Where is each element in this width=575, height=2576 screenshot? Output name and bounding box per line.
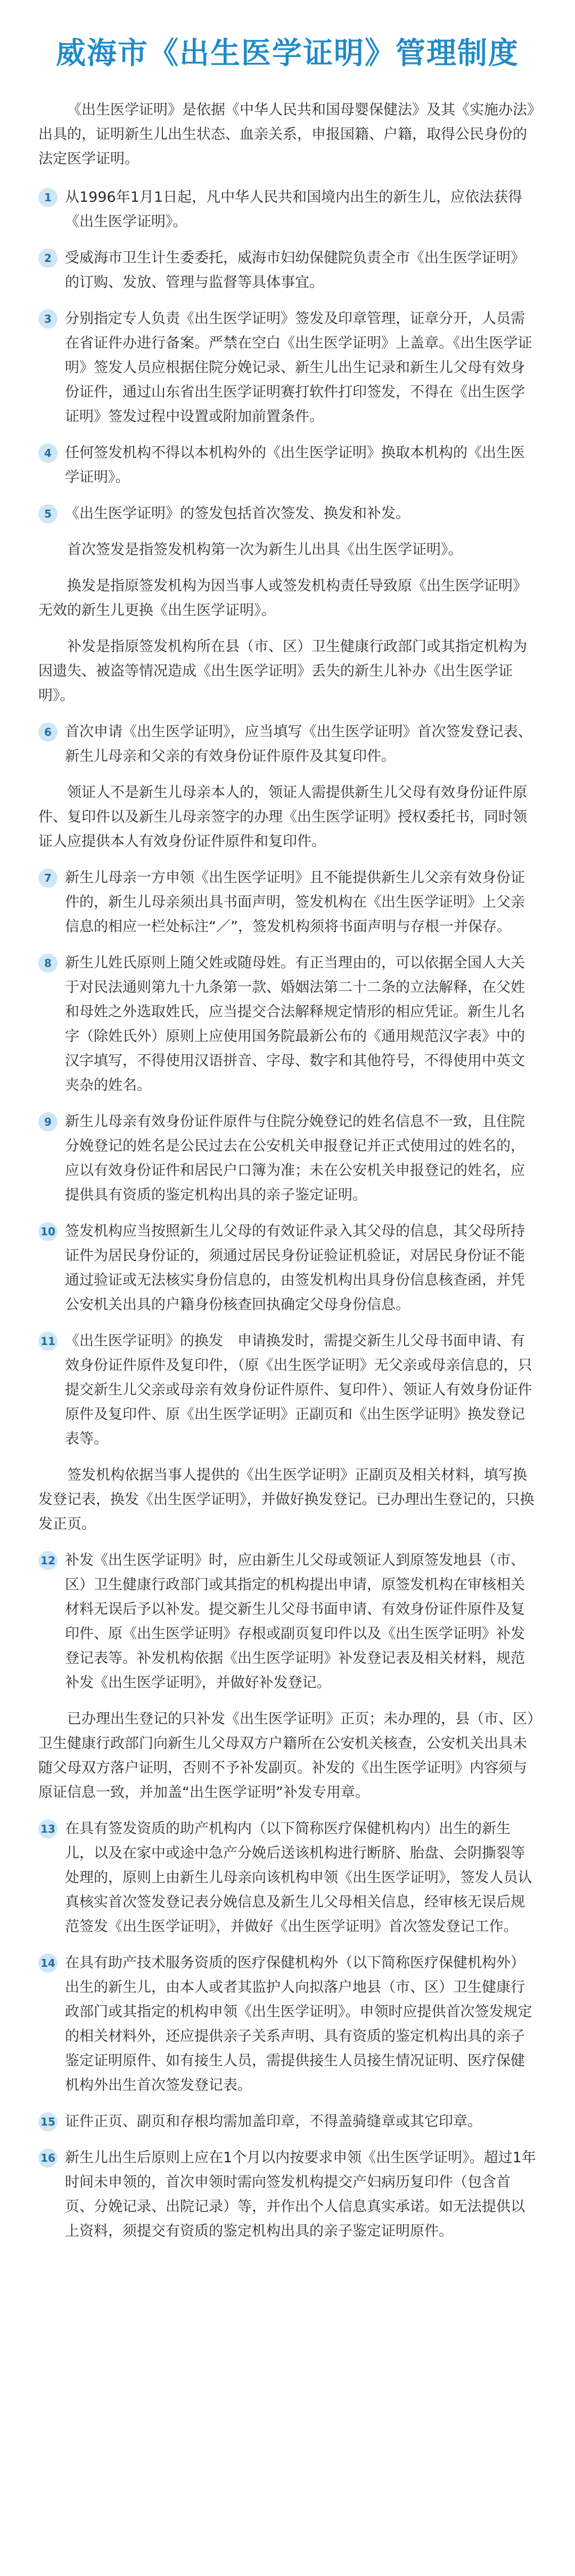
page-title: 威海市《出生医学证明》管理制度	[56, 36, 519, 71]
list-item	[38, 441, 537, 490]
paragraph: 换发是指原签发机构为因当事人或签发机构责任导致原《出生医学证明》无效的新生儿更换《出生医学证明》。	[38, 578, 527, 619]
item-text: 新生儿出生后原则上应在1个月以内按要求申领《出生医学证明》。超过1年时间未申领的，首次申领时需向签发机构提交产妇病历复印件（包含首页、分娩记录、出院记录）等，并作出个人信息真实承诺。如无法提供以上资料，须提交有资质的鉴定机构出具的亲子鉴定证明原件。	[65, 2150, 536, 2239]
list-item	[38, 1219, 537, 1317]
item-text: 《出生医学证明》的换发 申请换发时，需提交新生儿父母书面申请、有效身份证件原件及复印件，（原《出生医学证明》无父亲或母亲信息的，只提交新生儿父亲或母亲有效身份证件原件、复印件）、领证人有效身份证件原件及复印件、原《出生医学证明》正副页和《出生医学证明》换发登记表等。	[65, 1333, 532, 1447]
paragraph: 领证人不是新生儿母亲本人的，领证人需提供新生儿父母有效身份证件原件、复印件以及新生儿母亲签字的办理《出生医学证明》授权委托书，同时领证人应提供本人有效身份证件原件和复印件。	[38, 784, 527, 850]
list-item	[38, 2146, 537, 2244]
number-badge: 8	[38, 954, 58, 973]
item-text: 分别指定专人负责《出生医学证明》签发及印章管理，证章分开，人员需在省证件办进行备案。严禁在空白《出生医学证明》上盖章。《出生医学证明》签发人员应根据住院分娩记录、新生儿出生记录和新生儿父母有效身份证件，通过山东省出生医学证明赛打软件打印签发，不得在《出生医学证明》签发过程中设置或附加前置条件。	[65, 310, 532, 425]
number-badge: 12	[38, 1551, 58, 1570]
list-item	[38, 1951, 537, 2098]
item-text: 在具有助产技术服务资质的医疗保健机构外（以下简称医疗保健机构外）出生的新生儿，由本人或者其监护人向拟落户地县（市、区）卫生健康行政部门或其指定的机构申领《出生医学证明》。申领时应提供首次签发规定的相关材料外，还应提供亲子关系声明、具有资质的鉴定机构出具的亲子鉴定证明原件、如有接生人员，需提供接生人员接生情况证明、医疗保健机构外出生首次签发登记表。	[65, 1955, 532, 2094]
intro-paragraph: 《出生医学证明》是依据《中华人民共和国母婴保健法》及其《实施办法》出具的，证明新生儿出生状态、血亲关系，申报国籍、户籍，取得公民身份的法定医学证明。	[38, 102, 535, 167]
number-badge: 15	[38, 2112, 58, 2131]
item-text: 补发《出生医学证明》时，应由新生儿父母或领证人到原签发地县（市、区）卫生健康行政部门或其指定的机构提出申请，原签发机构在审核相关材料无误后予以补发。提交新生儿父母书面申请、有效身份证件原件及复印件、原《出生医学证明》存根或副页复印件以及《出生医学证明》补发登记表等。补发机构依据《出生医学证明》补发登记表及相关材料，规范补发《出生医学证明》，并做好补发登记。	[65, 1552, 525, 1691]
item-text: 新生儿母亲一方申领《出生医学证明》且不能提供新生儿父亲有效身份证件的，新生儿母亲须出具书面声明，签发机构在《出生医学证明》上父亲信息的相应一栏处标注“／”，签发机构须将书面声明与存根一并保存。	[65, 869, 525, 935]
paragraph: 补发是指原签发机构所在县（市、区）卫生健康行政部门或其指定机构为因遗失、被盗等情况造成《出生医学证明》丢失的新生儿补办《出生医学证明》。	[38, 638, 527, 704]
paragraph: 已办理出生登记的只补发《出生医学证明》正页；未办理的，县（市、区）卫生健康行政部门向新生儿父母双方户籍所在公安机关核查，公安机关出具未随父母双方落户证明，否则不予补发副页。补发的《出生医学证明》内容须与原证信息一致，并加盖“出生医学证明”补发专用章。	[38, 1711, 535, 1801]
list-item	[38, 951, 537, 1098]
list-item	[38, 307, 537, 429]
list-item	[38, 1548, 537, 1695]
item-text: 新生儿姓氏原则上随父姓或随母姓。有正当理由的，可以依据全国人大关于对民法通则第九十九条第一款、婚姻法第二十二条的立法解释，在父姓和母姓之外选取姓氏，应当提交合法解释规定情形的相应凭证。新生儿名字（除姓氏外）原则上应使用国务院最新公布的《通用规范汉字表》中的汉字填写，不得使用汉语拼音、字母、数字和其他符号，不得使用中英文夹杂的姓名。	[65, 955, 525, 1094]
item-text: 新生儿母亲有效身份证件原件与住院分娩登记的姓名信息不一致，且住院分娩登记的姓名是公民过去在公安机关申报登记并正式使用过的姓名的，应以有效身份证件和居民户口簿为准；未在公安机关申报登记的姓名，应提供具有资质的鉴定机构出具的亲子鉴定证明。	[65, 1113, 525, 1203]
number-badge: 2	[38, 249, 58, 268]
list-item	[38, 246, 537, 295]
item-text: 证件正页、副页和存根均需加盖印章，不得盖骑缝章或其它印章。	[65, 2113, 482, 2130]
list-item	[38, 866, 537, 939]
list-item	[38, 2110, 537, 2134]
number-badge: 1	[38, 188, 58, 207]
number-badge: 11	[38, 1332, 58, 1351]
number-badge: 3	[38, 309, 58, 329]
number-badge: 6	[38, 723, 58, 742]
item-text: 任何签发机构不得以本机构外的《出生医学证明》换取本机构的《出生医学证明》。	[65, 445, 525, 486]
paragraph: 签发机构依据当事人提供的《出生医学证明》正副页及相关材料，填写换发登记表，换发《出生医学证明》，并做好换发登记。已办理出生登记的，只换发正页。	[38, 1467, 535, 1532]
number-badge: 14	[38, 1954, 58, 1973]
list-item	[38, 185, 537, 234]
number-badge: 10	[38, 1222, 58, 1241]
list-item	[38, 1329, 537, 1451]
item-text: 受威海市卫生计生委委托，威海市妇幼保健院负责全市《出生医学证明》的订购、发放、管理与监督等具体事宜。	[65, 250, 525, 291]
item-text: 在具有签发资质的助产机构内（以下简称医疗保健机构内）出生的新生儿，以及在家中或途中急产分娩后送该机构进行断脐、胎盘、会阴撕裂等处理的，原则上由新生儿母亲向该机构申领《出生医学证明》，签发人员认真核实首次签发登记表分娩信息及新生儿父母相关信息，经审核无误后规范签发《出生医学证明》，并做好《出生医学证明》首次签发登记工作。	[65, 1820, 532, 1935]
item-text: 签发机构应当按照新生儿父母的有效证件录入其父母的信息，其父母所持证件为居民身份证的，须通过居民身份证验证机验证，对居民身份证不能通过验证或无法核实身份信息的，由签发机构出具身份信息核查函，并凭公安机关出具的户籍身份核查回执确定父母身份信息。	[65, 1223, 525, 1313]
number-badge: 7	[38, 868, 58, 888]
item-text: 首次申请《出生医学证明》，应当填写《出生医学证明》首次签发登记表、新生儿母亲和父亲的有效身份证件原件及其复印件。	[65, 724, 532, 765]
number-badge: 4	[38, 444, 58, 463]
list-item	[38, 1110, 537, 1208]
list-item	[38, 1817, 537, 1939]
number-badge: 13	[38, 1819, 58, 1839]
list-item	[38, 502, 537, 526]
number-badge: 5	[38, 504, 58, 523]
paragraph: 首次签发是指签发机构第一次为新生儿出具《出生医学证明》。	[67, 542, 463, 558]
number-badge: 9	[38, 1112, 58, 1131]
item-text: 《出生医学证明》的签发包括首次签发、换发和补发。	[65, 505, 410, 522]
list-item	[38, 720, 537, 769]
number-badge: 16	[38, 2148, 58, 2168]
item-text: 从1996年1月1日起，凡中华人民共和国境内出生的新生儿，应依法获得《出生医学证明》。	[65, 189, 523, 230]
